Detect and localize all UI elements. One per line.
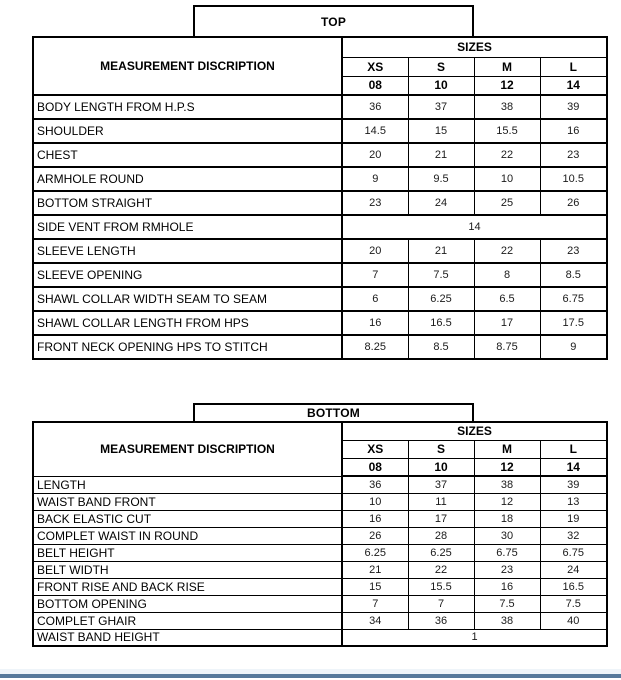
sizes-header: SIZES [342,422,607,440]
table-row [33,167,607,191]
measurement-label: SIDE VENT FROM RMHOLE [33,215,342,239]
size-number-cell: 08 [342,76,408,95]
measurement-label: SLEEVE LENGTH [33,239,342,263]
size-value: 38 [474,476,540,493]
size-value: 6.25 [408,544,474,561]
size-value: 17 [474,311,540,335]
size-name-cell: L [540,57,607,76]
size-value: 11 [408,493,474,510]
size-value: 16.5 [540,578,607,595]
size-value: 21 [408,143,474,167]
size-number-cell: 12 [474,458,540,476]
table-row [33,476,607,493]
table-row [33,311,607,335]
measurement-label: BACK ELASTIC CUT [33,510,342,527]
size-value: 20 [342,143,408,167]
size-value: 36 [408,612,474,629]
table-row [33,287,607,311]
size-value: 17 [408,510,474,527]
measurement-label: BELT WIDTH [33,561,342,578]
measurement-label: ARMHOLE ROUND [33,167,342,191]
size-value: 28 [408,527,474,544]
size-value: 8.25 [342,335,408,359]
size-value: 38 [474,612,540,629]
measurement-label: COMPLET GHAIR [33,612,342,629]
size-value: 34 [342,612,408,629]
table-row [33,493,607,510]
size-value: 8.5 [540,263,607,287]
table-row [33,578,607,595]
size-number-cell: 14 [540,76,607,95]
measurement-label: WAIST BAND FRONT [33,493,342,510]
size-value: 10 [342,493,408,510]
measurement-description-header: MEASUREMENT DISCRIPTION [33,37,342,95]
size-value: 12 [474,493,540,510]
size-value: 19 [540,510,607,527]
size-number-cell: 12 [474,76,540,95]
size-value: 32 [540,527,607,544]
size-value: 15 [342,578,408,595]
table-row [33,119,607,143]
size-value: 6 [342,287,408,311]
size-value: 30 [474,527,540,544]
size-value: 39 [540,95,607,119]
size-value: 10 [474,167,540,191]
merged-size-value: 14 [342,215,607,239]
size-value: 40 [540,612,607,629]
measurement-label: BOTTOM STRAIGHT [33,191,342,215]
size-value: 6.75 [540,287,607,311]
size-value: 23 [474,561,540,578]
size-value: 21 [342,561,408,578]
size-value: 8 [474,263,540,287]
size-value: 37 [408,95,474,119]
size-value: 7 [342,263,408,287]
size-value: 24 [408,191,474,215]
measurement-label: BELT HEIGHT [33,544,342,561]
measurement-label: FRONT NECK OPENING HPS TO STITCH [33,335,342,359]
table-header-row [33,37,607,57]
measurement-label: BODY LENGTH FROM H.P.S [33,95,342,119]
top-table-title: TOP [193,5,474,38]
size-value: 13 [540,493,607,510]
size-number-cell: 10 [408,76,474,95]
size-value: 22 [474,143,540,167]
size-value: 20 [342,239,408,263]
table-row [33,215,607,239]
table-row [33,527,607,544]
table-row [33,335,607,359]
size-value: 7 [408,595,474,612]
size-value: 22 [474,239,540,263]
size-value: 8.5 [408,335,474,359]
table-row [33,595,607,612]
table-row [33,263,607,287]
size-value: 23 [342,191,408,215]
merged-size-value: 1 [342,629,607,646]
size-value: 22 [408,561,474,578]
size-value: 6.5 [474,287,540,311]
size-name-cell: M [474,440,540,458]
size-number-cell: 14 [540,458,607,476]
table-header-row [33,422,607,440]
size-value: 39 [540,476,607,493]
size-value: 36 [342,476,408,493]
size-value: 16 [342,510,408,527]
measurement-label: SHOULDER [33,119,342,143]
table-row [33,191,607,215]
bottom-table-title: BOTTOM [193,403,474,423]
size-value: 7.5 [408,263,474,287]
size-value: 26 [540,191,607,215]
size-value: 9 [540,335,607,359]
size-value: 17.5 [540,311,607,335]
size-value: 7 [342,595,408,612]
size-value: 16 [540,119,607,143]
table-row [33,561,607,578]
table-row [33,510,607,527]
size-number-cell: 10 [408,458,474,476]
size-value: 21 [408,239,474,263]
table-row [33,143,607,167]
table-row [33,612,607,629]
size-value: 18 [474,510,540,527]
size-value: 16 [474,578,540,595]
table-row [33,629,607,646]
size-value: 26 [342,527,408,544]
size-name-cell: S [408,440,474,458]
size-value: 23 [540,143,607,167]
size-value: 14.5 [342,119,408,143]
measurement-label: LENGTH [33,476,342,493]
size-value: 37 [408,476,474,493]
size-value: 6.25 [342,544,408,561]
size-value: 23 [540,239,607,263]
size-value: 9.5 [408,167,474,191]
table-row [33,239,607,263]
size-value: 6.75 [474,544,540,561]
size-value: 15 [408,119,474,143]
size-value: 24 [540,561,607,578]
measurement-label: FRONT RISE AND BACK RISE [33,578,342,595]
size-value: 6.25 [408,287,474,311]
size-name-cell: XS [342,57,408,76]
size-name-cell: S [408,57,474,76]
measurement-label: SHAWL COLLAR WIDTH SEAM TO SEAM [33,287,342,311]
top-measurements-table [32,36,608,360]
size-number-cell: 08 [342,458,408,476]
sizes-header: SIZES [342,37,607,57]
size-value: 25 [474,191,540,215]
measurement-label: BOTTOM OPENING [33,595,342,612]
size-value: 38 [474,95,540,119]
measurement-label: SLEEVE OPENING [33,263,342,287]
measurement-label: WAIST BAND HEIGHT [33,629,342,646]
size-value: 10.5 [540,167,607,191]
size-value: 6.75 [540,544,607,561]
size-value: 16 [342,311,408,335]
measurement-label: SHAWL COLLAR LENGTH FROM HPS [33,311,342,335]
measurement-label: COMPLET WAIST IN ROUND [33,527,342,544]
window-bottom-border [0,674,621,678]
table-row [33,95,607,119]
bottom-measurements-table [32,421,608,647]
size-value: 8.75 [474,335,540,359]
size-name-cell: XS [342,440,408,458]
size-value: 15.5 [474,119,540,143]
measurement-description-header: MEASUREMENT DISCRIPTION [33,422,342,476]
size-value: 7.5 [540,595,607,612]
size-name-cell: L [540,440,607,458]
size-value: 15.5 [408,578,474,595]
table-row [33,544,607,561]
size-value: 36 [342,95,408,119]
size-value: 7.5 [474,595,540,612]
measurement-label: CHEST [33,143,342,167]
size-value: 9 [342,167,408,191]
size-name-cell: M [474,57,540,76]
size-value: 16.5 [408,311,474,335]
